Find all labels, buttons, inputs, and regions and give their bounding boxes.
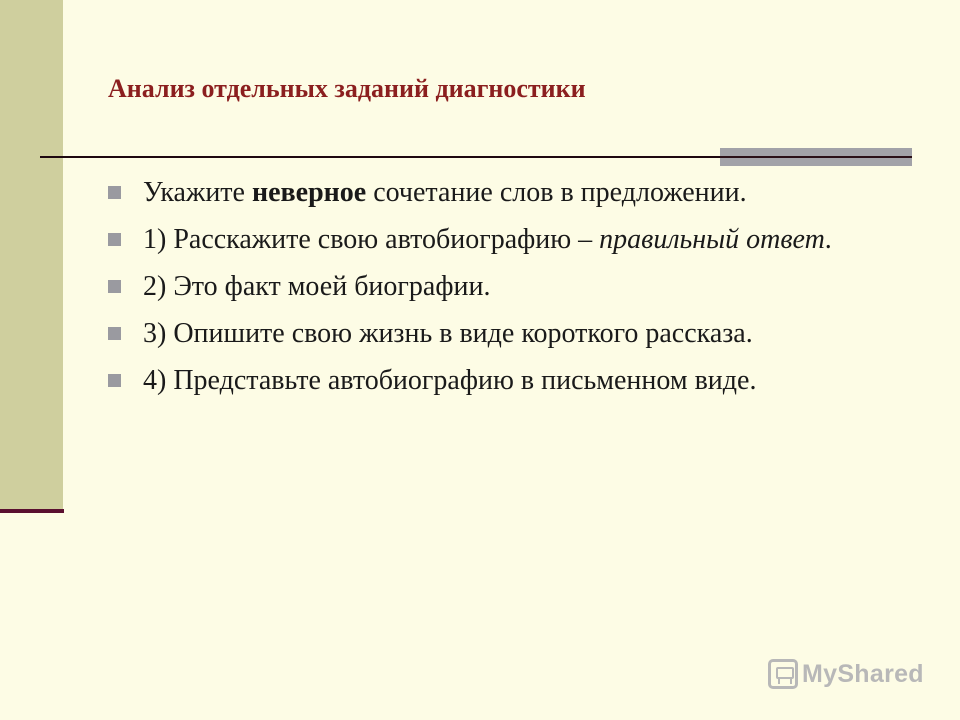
square-bullet-icon: [108, 186, 121, 199]
list-item-option-4: [108, 364, 868, 398]
side-bar-edge: [0, 509, 64, 513]
square-bullet-icon: [108, 374, 121, 387]
bullet-list: [108, 176, 868, 411]
list-item-option-2: [108, 270, 868, 304]
item-text: 1) Расскажите свою автобиографию –: [143, 224, 600, 255]
square-bullet-icon: [108, 327, 121, 340]
watermark-text: MyShared: [802, 659, 924, 688]
square-bullet-icon: [108, 233, 121, 246]
item-bold-text: неверное: [251, 177, 367, 208]
list-item-instruction: [108, 176, 868, 210]
side-bar: [0, 0, 63, 510]
slide-title: Анализ отдельных заданий диагностики: [108, 74, 586, 103]
watermark-logo: [768, 656, 924, 692]
list-item-option-3: [108, 317, 868, 351]
title-divider-block: [720, 148, 912, 166]
item-text: 4) Представьте автобиографию в письменном виде.: [143, 365, 757, 396]
item-text: Укажите: [143, 177, 252, 208]
projector-icon: [768, 659, 798, 689]
list-item-option-1: [108, 223, 868, 257]
item-text: 3) Опишите свою жизнь в виде короткого рассказа.: [143, 318, 753, 349]
square-bullet-icon: [108, 280, 121, 293]
item-italic-text: правильный ответ: [599, 224, 825, 255]
item-text: .: [824, 224, 832, 255]
item-text: 2) Это факт моей биографии.: [143, 271, 491, 302]
item-text: сочетание слов в предложении.: [366, 177, 747, 208]
